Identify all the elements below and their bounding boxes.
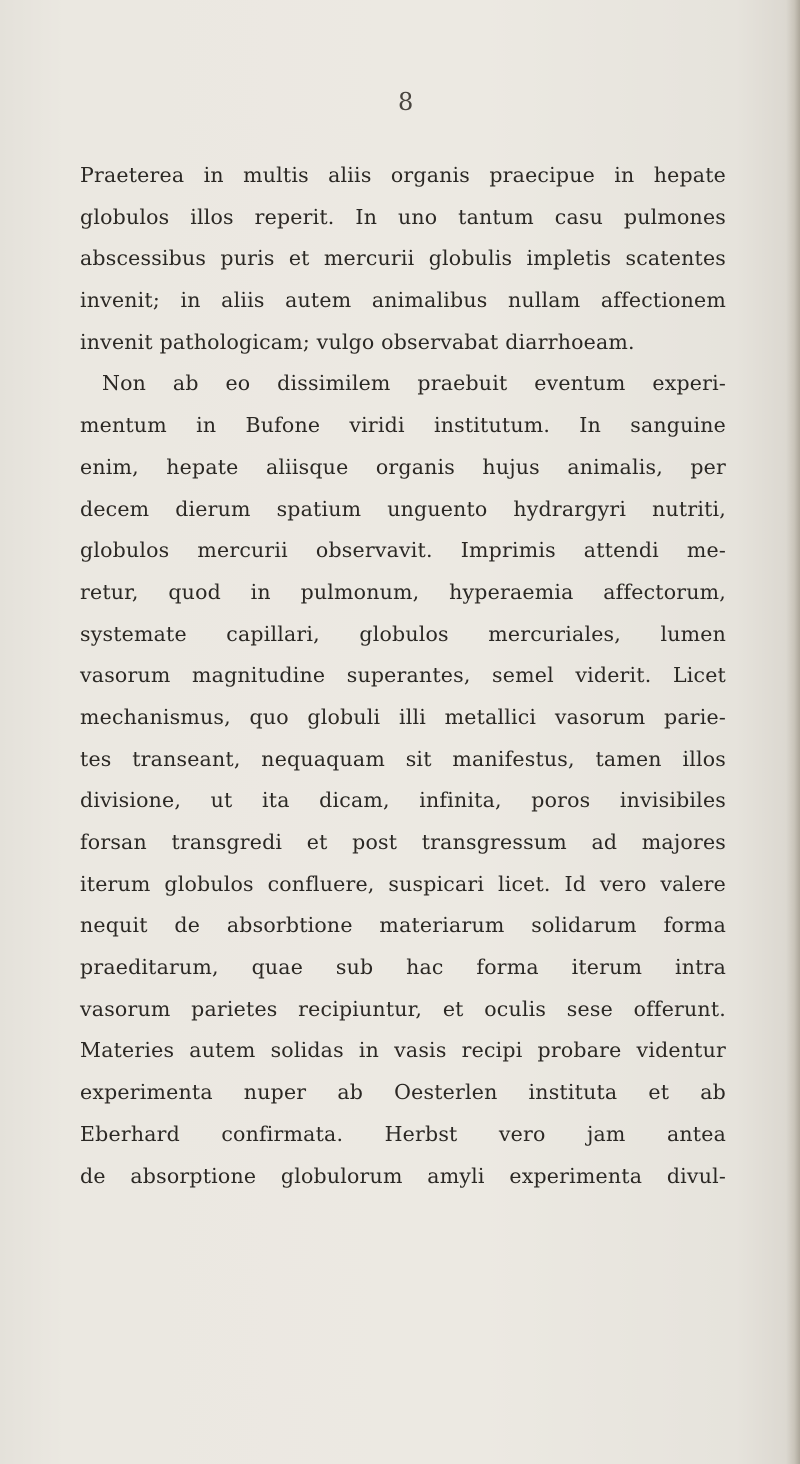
text-line: abscessibus puris et mercurii globulis impletis scatentes bbox=[80, 246, 726, 271]
text-line: enim, hepate aliisque organis hujus animalis, per bbox=[80, 454, 726, 479]
text-line: retur, quod in pulmonum, hyperaemia affectorum, bbox=[80, 579, 726, 604]
page-number: 8 bbox=[398, 88, 415, 116]
text-line: vasorum parietes recipiuntur, et oculis sese offerunt. bbox=[80, 996, 726, 1021]
body-text bbox=[80, 155, 726, 1197]
text-line: decem dierum spatium unguento hydrargyri nutriti, bbox=[80, 496, 726, 521]
text-line: Eberhard confirmata. Herbst vero jam antea bbox=[80, 1121, 726, 1146]
text-line: invenit; in aliis autem animalibus nullam affectionem bbox=[80, 288, 726, 313]
text-line: mechanismus, quo globuli illi metallici vasorum parie- bbox=[80, 704, 726, 729]
text-line: forsan transgredi et post transgressum ad majores bbox=[80, 830, 726, 854]
text-line: tes transeant, nequaquam sit manifestus, tamen illos bbox=[80, 746, 726, 771]
text-line: Non ab eo dissimilem praebuit eventum experi- bbox=[102, 371, 726, 396]
text-line: Materies autem solidas in vasis recipi probare videntur bbox=[80, 1038, 726, 1063]
text-line: experimenta nuper ab Oesterlen instituta et ab bbox=[80, 1080, 726, 1105]
page-edge-shadow bbox=[786, 0, 800, 1464]
text-line: globulos mercurii observavit. Imprimis attendi me- bbox=[80, 538, 726, 563]
text-line: praeditarum, quae sub hac forma iterum intra bbox=[80, 955, 726, 980]
text-line: vasorum magnitudine superantes, semel viderit. Licet bbox=[80, 663, 726, 688]
text-line: divisione, ut ita dicam, infinita, poros invisibiles bbox=[80, 788, 726, 813]
text-line: mentum in Bufone viridi institutum. In sanguine bbox=[80, 413, 726, 438]
text-line: invenit pathologicam; vulgo observabat diarrhoeam. bbox=[80, 329, 635, 354]
text-line: systemate capillari, globulos mercuriales, lumen bbox=[80, 621, 726, 646]
text-line: nequit de absorbtione materiarum solidarum forma bbox=[80, 913, 726, 938]
text-line: de absorptione globulorum amyli experimenta divul- bbox=[80, 1163, 726, 1188]
text-line: globulos illos reperit. In uno tantum casu pulmones bbox=[80, 204, 726, 229]
text-line: iterum globulos confluere, suspicari licet. Id vero valere bbox=[80, 871, 726, 896]
text-line: Praeterea in multis aliis organis praecipue in hepate bbox=[80, 163, 726, 187]
